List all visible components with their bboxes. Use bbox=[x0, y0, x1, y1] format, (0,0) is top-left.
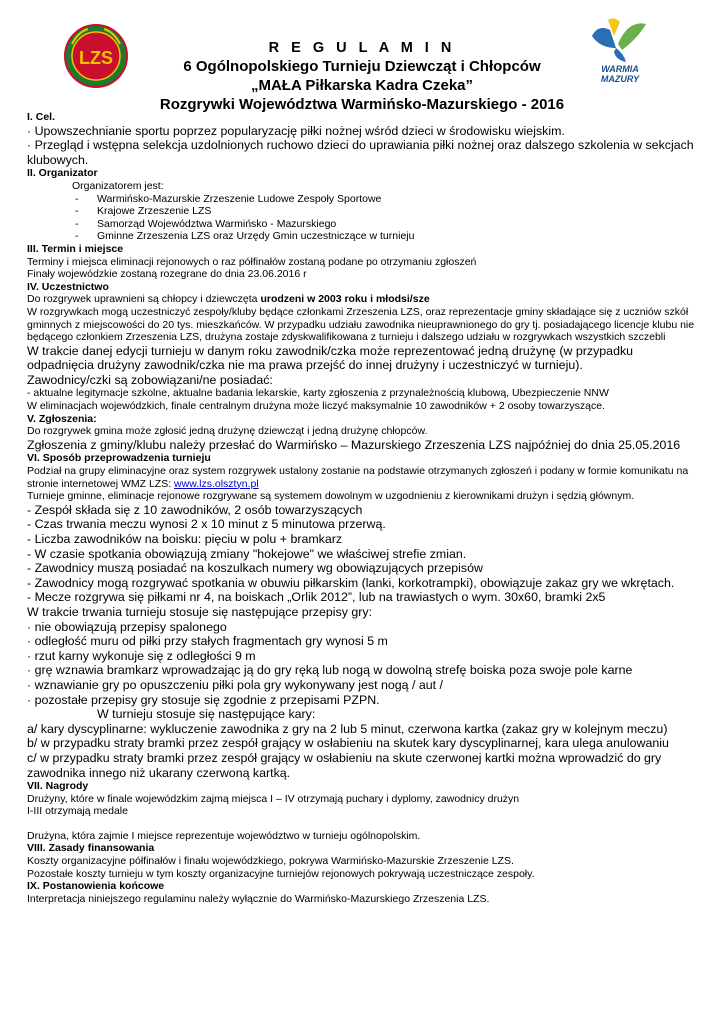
text-run: Podział na grupy eliminacyjne oraz system rozgrywek ustalony zostanie na podstawie otrzymanych zgłoszeń i podany w formie komunikatu na stronie internetowej WMZ LZS: bbox=[27, 465, 689, 490]
penalty-item: c/ w przypadku straty bramki przez zespół grający w osłabieniu na skute czerwonej kartki można wprowadzić do gry zawodnika innego niż ukarany czerwoną kartką. bbox=[27, 750, 662, 780]
section-heading-postanowienia: IX. Postanowienia końcowe bbox=[27, 880, 165, 893]
paragraph: W trakcie trwania turnieju stosuje się następujące przepisy gry: bbox=[27, 604, 373, 619]
rule-item: - Zawodnicy mogą rozgrywać spotkania w obuwiu piłkarskim (lanki, korkotrampki), obowiązuje zakaz gry we wkrętach. bbox=[27, 575, 675, 590]
rule-item: · grę wznawia bramkarz wprowadzając ją do gry ręką lub nogą w dowolną strefę boiska poza swoje pole karne bbox=[27, 663, 633, 678]
rule-item: - Zawodnicy muszą posiadać na koszulkach numery wg obowiązujących przepisów bbox=[27, 561, 483, 576]
section-heading-termin: III. Termin i miejsce bbox=[27, 242, 124, 255]
competition-region: Rozgrywki Województwa Warmińsko-Mazurskiego - 2016 bbox=[159, 96, 565, 113]
section-heading-sposob: VI. Sposób przeprowadzenia turnieju bbox=[27, 452, 211, 465]
paragraph: Drużyny, które w finale wojewódzkim zajmą miejsca I – IV otrzymają puchary i dyplomy, zawodnicy drużyn bbox=[27, 792, 520, 805]
paragraph: - aktualne legitymacje szkolne, aktualne badania lekarskie, karty zgłoszenia z przynależnością klubową, Ubezpieczenie NNW bbox=[27, 387, 609, 400]
lzs-logo-text: LZS bbox=[79, 48, 113, 68]
list-dash: - bbox=[75, 217, 79, 230]
rule-item: - Mecze rozgrywa się piłkami nr 4, na boiskach „Orlik 2012”, lub na trawiastych o wym. 30x60, bramki 2x5 bbox=[27, 590, 606, 605]
tournament-subtitle: „MAŁA Piłkarska Kadra Czeka” bbox=[250, 77, 474, 94]
rule-item: · pozostałe przepisy gry stosuje się zgodnie z przepisami PZPN. bbox=[27, 692, 380, 707]
website-link[interactable]: www.lzs.olsztyn.pl bbox=[174, 477, 259, 490]
paragraph: Turnieje gminne, eliminacje rejonowe rozgrywane są systemem dowolnym w uzgodnieniu z kierownikami drużyn i sędzią głównym. bbox=[27, 490, 635, 503]
list-item-text: Gminne Zrzeszenia LZS oraz Urzędy Gmin uczestniczące w turnieju bbox=[97, 230, 415, 243]
list-item bbox=[27, 205, 699, 218]
list-item-text: Krajowe Zrzeszenie LZS bbox=[97, 205, 212, 218]
tournament-name: 6 Ogólnopolskiego Turnieju Dziewcząt i Chłopców bbox=[183, 58, 541, 75]
section-heading-uczestnictwo: IV. Uczestnictwo bbox=[27, 280, 109, 293]
paragraph bbox=[27, 465, 699, 490]
list-dash: - bbox=[75, 205, 79, 218]
document-body bbox=[27, 111, 699, 905]
paragraph: Organizatorem jest: bbox=[72, 179, 164, 192]
mazury-logo-text: MAZURY bbox=[600, 74, 640, 84]
paragraph: · Przegląd i wstępna selekcja uzdolnionych ruchowo dzieci do uprawiania piłki nożnej oraz dalszego szkolenia w sekcjach klubowych. bbox=[27, 138, 694, 167]
paragraph: Do rozgrywek gmina może zgłosić jedną drużynę dziewcząt i jedną drużynę chłopców. bbox=[27, 425, 428, 438]
rule-item: - W czasie spotkania obowiązują zmiany "hokejowe" we właściwej strefie zmian. bbox=[27, 546, 467, 561]
paragraph: Pozostałe koszty turnieju w tym koszty organizacyjne turniejów rejonowych pokrywają uczestniczące zespoły. bbox=[27, 867, 535, 880]
paragraph: Zawodnicy/czki są zobowiązani/ne posiadać: bbox=[27, 372, 273, 387]
paragraph bbox=[27, 293, 699, 306]
penalty-item: b/ w przypadku straty bramki przez zespół grający w osłabieniu na skutek kary dyscyplinarnej, kara ulega anulowaniu bbox=[27, 736, 669, 751]
rule-item: - Czas trwania meczu wynosi 2 x 10 minut z 5 minutowa przerwą. bbox=[27, 517, 386, 532]
list-item-text: Samorząd Województwa Warmińsko - Mazurskiego bbox=[97, 217, 337, 230]
list-item-text: Warmińsko-Mazurskie Zrzeszenie Ludowe Zespoły Sportowe bbox=[97, 192, 382, 205]
section-heading-cel: I. Cel. bbox=[27, 111, 56, 123]
paragraph: Koszty organizacyjne półfinałów i finału wojewódzkiego, pokrywa Warmińsko-Mazurskie Zrzeszenie LZS. bbox=[27, 855, 514, 868]
list-dash: - bbox=[75, 230, 79, 243]
paragraph: W rozgrywkach mogą uczestniczyć zespoły/kluby będące członkami Zrzeszenia LZS, oraz reprezentacje gminy składające się z uczniów szkół gminnych z miejscowości do 20 tys. mieszkańców. W przypadku udziału zawodnika nieuprawnionego do gry tj. posiadającego licencje klubu nie będącego członkiem Zrzeszenia LZS, drużyna zostaje zdyskwalifikowana z turnieju i dalszego udziału w rozgrywkach wszystkich szczebli bbox=[27, 305, 695, 344]
rule-item: · rzut karny wykonuje się z odległości 9 m bbox=[27, 648, 256, 663]
section-heading-nagrody: VII. Nagrody bbox=[27, 780, 89, 793]
paragraph: · Upowszechnianie sportu poprzez popularyzację piłki nożnej wśród dzieci w środowisku wiejskim. bbox=[27, 123, 565, 138]
list-item bbox=[27, 230, 699, 243]
paragraph: Zgłoszenia z gminy/klubu należy przesłać do Warmińsko – Mazurskiego Zrzeszenia LZS najpóźniej do dnia 25.05.2016 bbox=[27, 437, 681, 452]
paragraph: Interpretacja niniejszego regulaminu należy wyłącznie do Warmińsko-Mazurskiego Zrzeszenia LZS. bbox=[27, 892, 490, 905]
paragraph: I-III otrzymają medale bbox=[27, 805, 128, 818]
rule-item: - Liczba zawodników na boisku: pięciu w polu + bramkarz bbox=[27, 532, 343, 546]
list-item bbox=[27, 218, 699, 231]
penalty-item: a/ kary dyscyplinarne: wykluczenie zawodnika z gry na 2 lub 5 minut, czerwona kartka (zakaz gry w kolejnym meczu) bbox=[27, 721, 668, 736]
rule-item: · wznawianie gry po opuszczeniu piłki pola gry wykonywany jest nogą / aut / bbox=[27, 677, 443, 692]
document-header bbox=[0, 40, 724, 114]
rule-item: · nie obowiązują przepisy spalonego bbox=[27, 619, 227, 634]
rule-item: · odległość muru od piłki przy stałych fragmentach gry wynosi 5 m bbox=[27, 634, 388, 649]
paragraph: Finały wojewódzkie zostaną rozegrane do dnia 23.06.2016 r bbox=[27, 268, 307, 281]
document-title: R E G U L A M I N bbox=[268, 40, 456, 56]
warmia-logo-text: WARMIA bbox=[601, 64, 639, 74]
text-run: Do rozgrywek uprawnieni są chłopcy i dziewczęta bbox=[27, 293, 261, 306]
section-heading-zgloszenia: V. Zgłoszenia: bbox=[27, 412, 97, 425]
paragraph: Drużyna, która zajmie I miejsce reprezentuje województwo w turnieju ogólnopolskim. bbox=[27, 829, 421, 842]
rule-item: - Zespół składa się z 10 zawodników, 2 osób towarzyszących bbox=[27, 502, 363, 517]
section-heading-organizator: II. Organizator bbox=[27, 167, 98, 180]
paragraph: W eliminacjach wojewódzkich, finale centralnym drużyna może liczyć maksymalnie 10 zawodników + 2 osoby towarzyszące. bbox=[27, 400, 606, 413]
list-dash: - bbox=[75, 192, 79, 205]
section-heading-finansowanie: VIII. Zasady finansowania bbox=[27, 842, 155, 855]
paragraph: Terminy i miejsca eliminacji rejonowych o raz półfinałów zostaną podane po otrzymaniu zgłoszeń bbox=[27, 255, 477, 268]
age-limit: urodzeni w 2003 roku i młodsi/sze bbox=[260, 293, 430, 306]
paragraph: W turnieju stosuje się następujące kary: bbox=[97, 707, 316, 722]
list-item bbox=[27, 193, 699, 206]
spacer bbox=[27, 818, 699, 830]
paragraph: W trakcie danej edycji turnieju w danym roku zawodnik/czka może reprezentować jedną drużynę (w przypadku odpadnięcia drużyny zawodnik/czka nie ma prawa przejść do innej drużyny i uczestniczyć w turnieju). bbox=[27, 343, 634, 373]
